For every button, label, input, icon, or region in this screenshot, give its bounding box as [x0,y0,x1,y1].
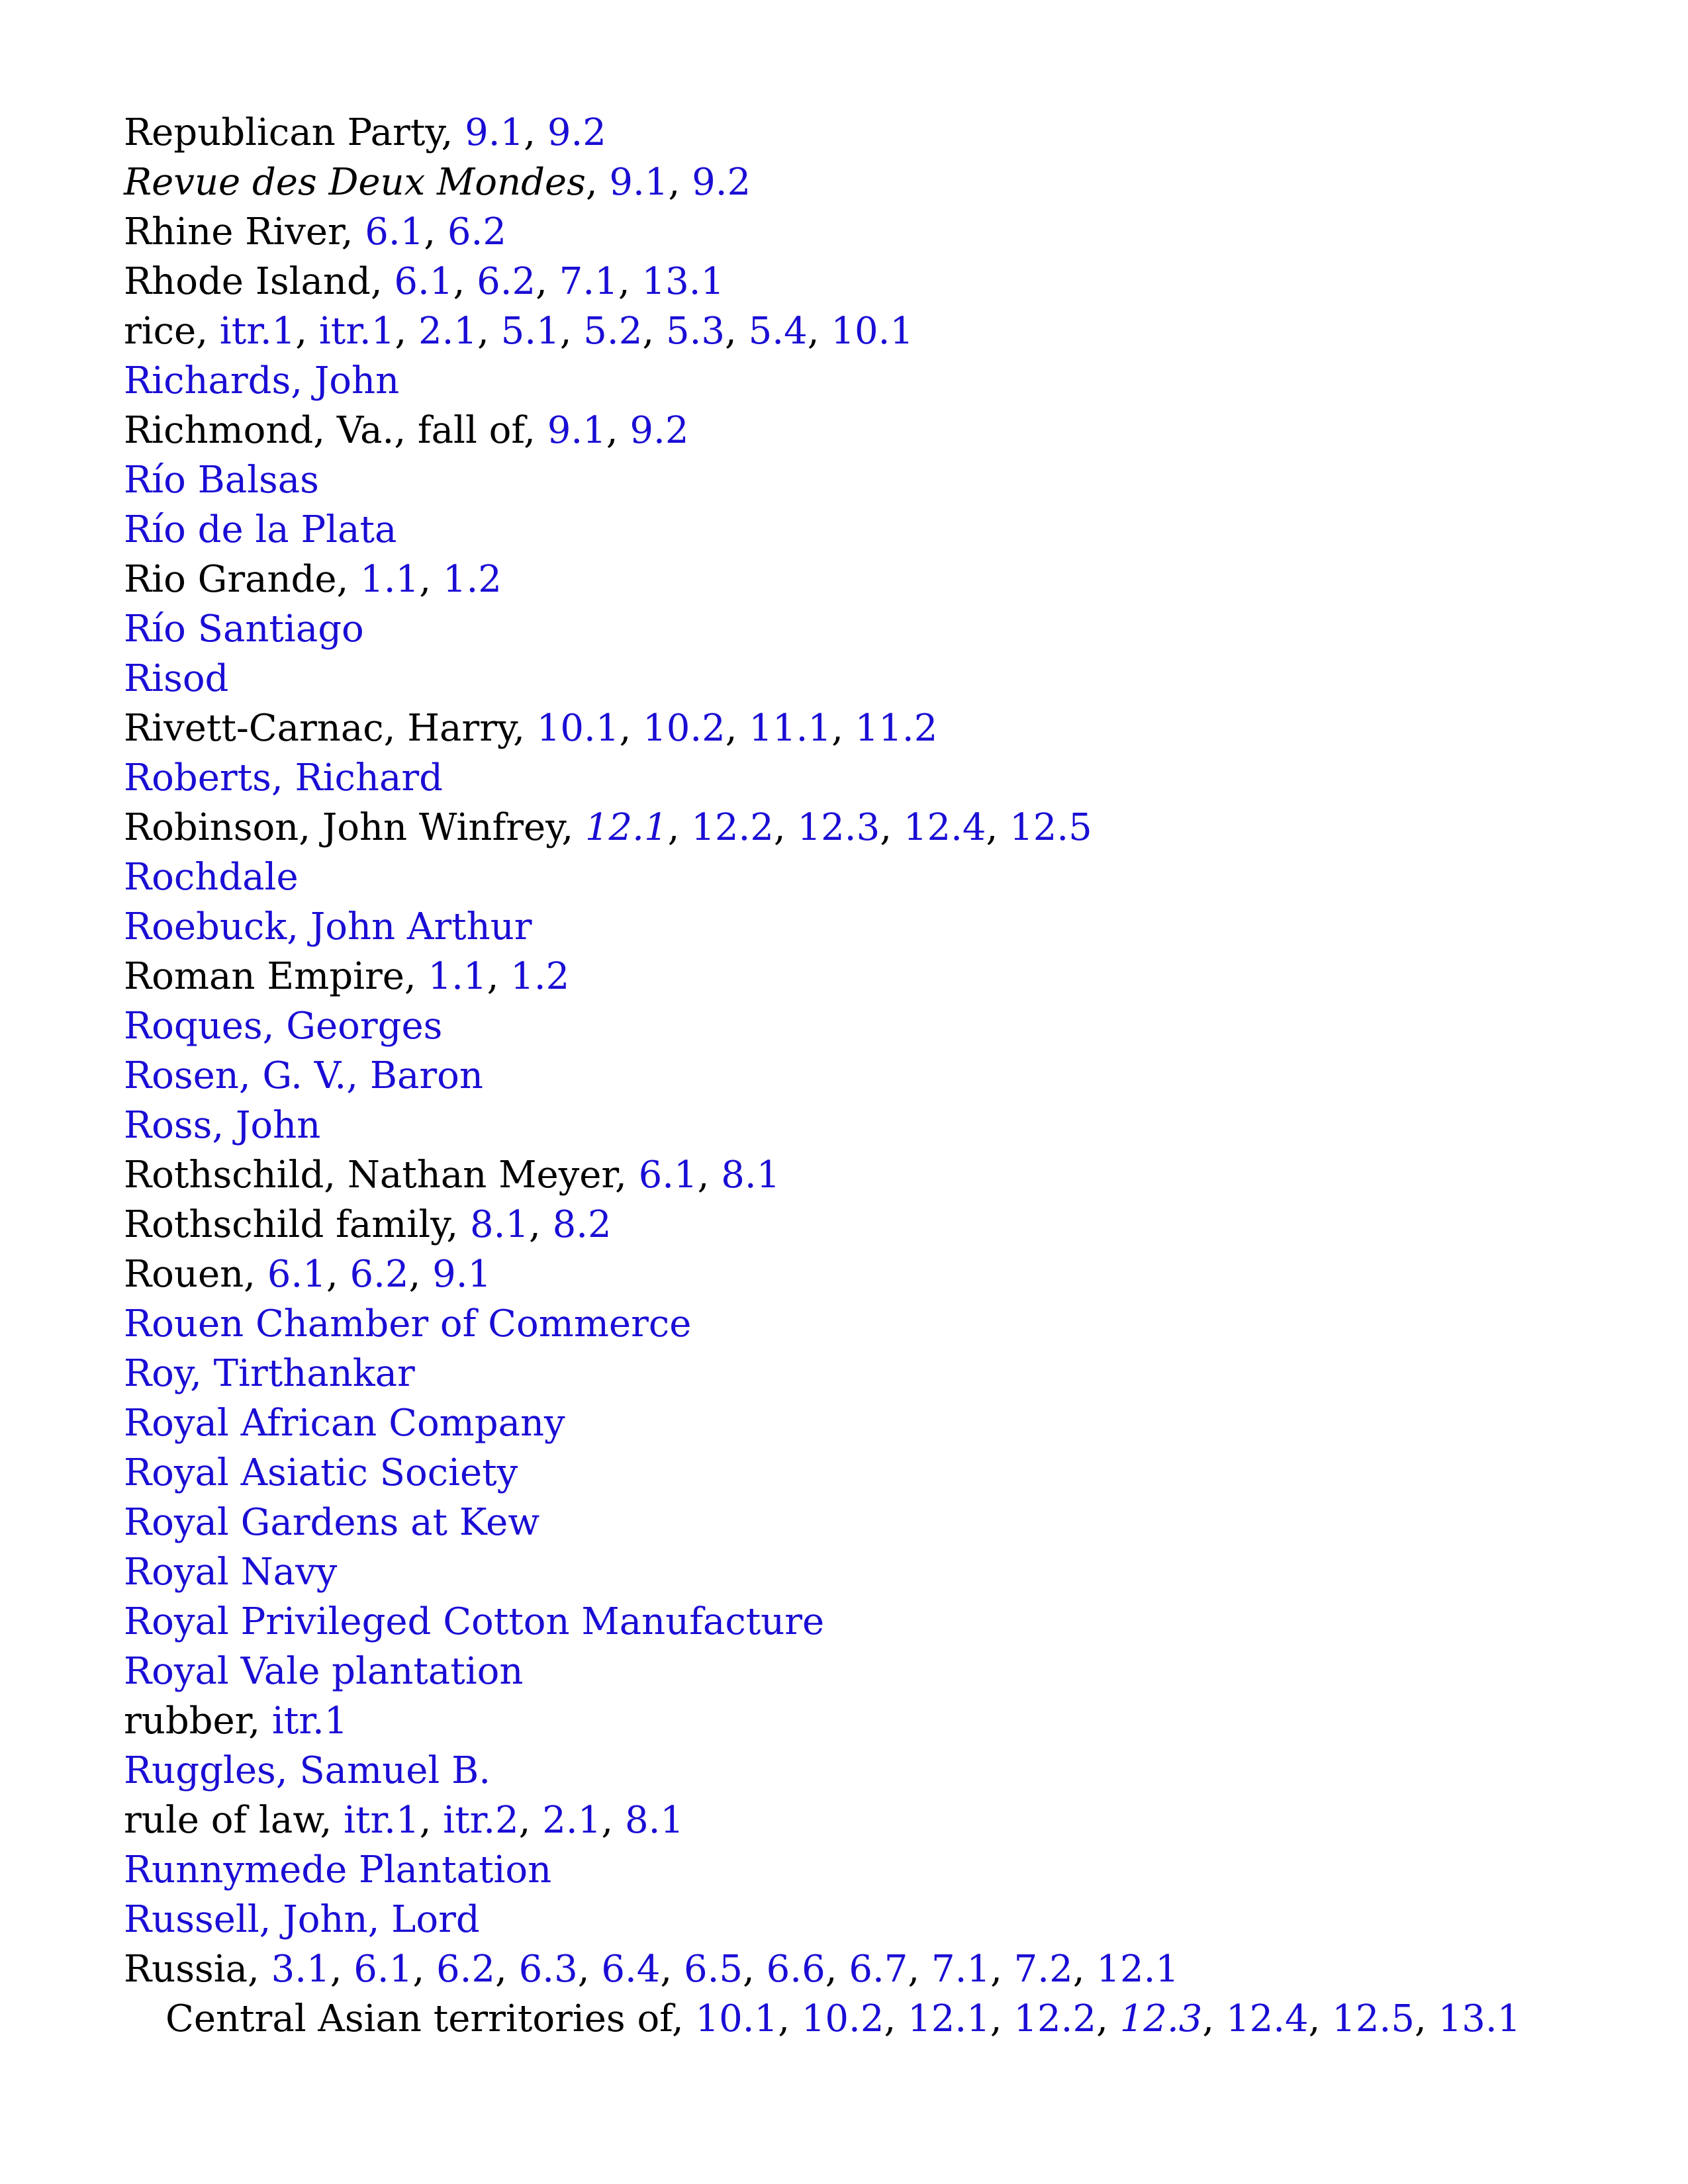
page-ref-link[interactable]: 12.4 [903,806,986,849]
separator: , [395,310,418,353]
index-entry [124,505,1613,555]
entry-link[interactable]: Richards, John [124,359,400,402]
separator: , [196,310,220,353]
separator: , [326,1253,350,1296]
separator: , [453,260,477,303]
page-ref-link[interactable]: 10.1 [536,707,620,750]
separator: , [1096,1997,1120,2040]
entry-link[interactable]: Roques, Georges [124,1005,443,1048]
page-ref-link[interactable]: 3.1 [271,1948,330,1991]
index-entry [124,1051,1613,1101]
index-entry [124,1597,1613,1647]
entry-link[interactable]: Royal Asiatic Society [124,1451,518,1494]
index-entry [124,1498,1613,1547]
page-ref-link[interactable]: 6.2 [447,210,506,253]
separator: , [1202,1997,1226,2040]
index-entry [124,704,1613,753]
index-subentry [124,1994,1613,2044]
index-entry [124,257,1613,306]
separator: , [778,1997,802,2040]
page-ref-link[interactable]: 11.2 [855,707,938,750]
separator: , [773,806,798,849]
separator: , [561,806,585,849]
separator: , [536,260,559,303]
index-entry [124,952,1613,1001]
entry-link[interactable]: Royal Privileged Cotton Manufacture [124,1600,825,1643]
separator: , [477,310,501,353]
page-ref-link[interactable]: 1.1 [428,955,487,998]
separator: , [248,1700,272,1743]
separator: , [990,1997,1014,2040]
page-ref-link[interactable]: 7.1 [931,1948,991,1991]
separator: , [408,1253,433,1296]
entry-link[interactable]: Ruggles, Samuel B. [124,1749,491,1792]
page-ref-link[interactable]: itr.2 [443,1799,519,1842]
separator: , [725,707,749,750]
entry-term: rule of law [124,1799,320,1842]
page-ref-link[interactable]: 9.1 [465,111,524,154]
entry-link[interactable]: Russell, John, Lord [124,1898,480,1941]
separator: , [990,1948,1014,1991]
index-entry [124,455,1613,505]
page-ref-link[interactable]: 12.1 [908,1997,990,2040]
entry-term: Rouen [124,1253,244,1296]
separator: , [668,161,692,204]
separator: , [341,210,365,253]
index-entry [124,654,1613,704]
page-ref-link[interactable]: 10.1 [695,1997,778,2040]
page-ref-link[interactable]: 5.4 [748,310,808,353]
separator: , [642,310,666,353]
index-entry [124,356,1613,406]
separator: , [577,1948,602,1991]
separator: , [618,260,642,303]
page-ref-link[interactable]: 6.6 [766,1948,825,1991]
entry-term: Rivett-Carnac, Harry [124,707,514,750]
separator: , [370,260,395,303]
entry-term: Central Asian territories of [165,1997,672,2040]
separator: , [986,806,1010,849]
page-ref-link[interactable]: 5.3 [665,310,726,353]
entry-link[interactable]: Río Balsas [124,459,319,502]
separator: , [614,1154,639,1197]
page-ref-link[interactable]: 11.1 [749,707,832,750]
page-ref-link[interactable]: 12.3 [797,806,880,849]
separator: , [619,707,643,750]
entry-term: Rothschild, Nathan Meyer [124,1154,615,1197]
separator: , [697,1154,722,1197]
page-ref-link[interactable]: 8.1 [721,1154,780,1197]
index-list [124,108,1613,2044]
page-ref-link[interactable]: 7.2 [1013,1948,1073,1991]
index-entry [124,1448,1613,1498]
page-ref-link[interactable]: 12.1 [585,806,668,849]
page-ref-link[interactable]: 6.4 [601,1948,661,1991]
entry-link[interactable]: Runnymede Plantation [124,1848,552,1891]
index-entry [124,306,1613,356]
entry-link[interactable]: Royal Gardens at Kew [124,1501,540,1544]
entry-term: Rhine River [124,210,342,253]
page-ref-link[interactable]: 12.3 [1119,1997,1203,2040]
index-entry [124,1696,1613,1746]
index-entry [124,1250,1613,1299]
page-ref-link[interactable]: 12.1 [1096,1948,1180,1991]
page-ref-link[interactable]: 12.2 [691,806,774,849]
page-ref-link[interactable]: 6.2 [350,1253,409,1296]
page-ref-link[interactable]: itr.1 [318,310,395,353]
index-entry [124,1398,1613,1448]
index-entry [124,604,1613,654]
separator: , [1308,1997,1333,2040]
page-ref-link[interactable]: itr.1 [344,1799,420,1842]
page-ref-link[interactable]: 9.2 [630,409,689,452]
separator: , [585,161,610,204]
index-entry [124,1299,1613,1349]
entry-term: Rhode Island [124,260,371,303]
page-ref-link[interactable]: 1.1 [360,558,420,601]
entry-term: Rio Grande [124,558,337,601]
page-ref-link[interactable]: 7.1 [559,260,618,303]
page-ref-link[interactable]: 9.1 [609,161,669,204]
entry-link[interactable]: Rouen Chamber of Commerce [124,1302,692,1345]
separator: , [336,558,361,601]
entry-term: Russia [124,1948,248,1991]
page-ref-link[interactable]: 5.1 [500,310,560,353]
separator: , [518,1799,543,1842]
separator: , [671,1997,696,2040]
separator: , [513,707,537,750]
page-ref-link[interactable]: 6.3 [518,1948,578,1991]
separator: , [743,1948,767,1991]
page-ref-link[interactable]: 8.1 [624,1799,684,1842]
separator: , [908,1948,931,1991]
page-ref-link[interactable]: 2.1 [542,1799,602,1842]
separator: , [831,707,855,750]
entry-term: rice [124,310,197,353]
entry-link[interactable]: Royal Vale plantation [124,1650,524,1693]
page-ref-link[interactable]: 6.1 [267,1253,326,1296]
index-entry [124,158,1613,207]
index-entry [124,902,1613,952]
entry-link[interactable]: Río de la Plata [124,508,397,551]
separator: , [807,310,831,353]
separator: , [660,1948,684,1991]
separator: , [446,1203,470,1246]
entry-link[interactable]: Ross, John [124,1104,321,1147]
index-entry [124,852,1613,902]
separator: , [320,1799,344,1842]
page-ref-link[interactable]: 13.1 [1438,1997,1521,2040]
page-ref-link[interactable]: itr.1 [271,1700,348,1743]
separator: , [419,1799,444,1842]
index-entry [124,1547,1613,1597]
index-entry [124,108,1613,158]
separator: , [441,111,465,154]
separator: , [559,310,584,353]
separator: , [244,1253,267,1296]
entry-term: rubber [124,1700,249,1743]
page-ref-link[interactable]: 8.2 [552,1203,612,1246]
separator: , [884,1997,908,2040]
entry-term: Richmond, Va., fall of [124,409,524,452]
index-entry [124,1349,1613,1398]
separator: , [295,310,319,353]
page-ref-link[interactable]: 9.1 [432,1253,492,1296]
separator: , [725,310,749,353]
index-entry [124,555,1613,604]
separator: , [1072,1948,1097,1991]
index-entry [124,406,1613,455]
separator: , [524,409,547,452]
page-ref-link[interactable]: 6.1 [394,260,453,303]
separator: , [524,111,547,154]
page-ref-link[interactable]: 5.2 [583,310,643,353]
page-ref-link[interactable]: 9.1 [547,409,606,452]
entry-link[interactable]: Royal African Company [124,1402,565,1445]
separator: , [880,806,904,849]
index-entry [124,1001,1613,1051]
page-ref-link[interactable]: 1.2 [510,955,570,998]
page-ref-link[interactable]: 6.1 [353,1948,413,1991]
index-entry [124,1647,1613,1696]
page-ref-link[interactable]: 1.2 [442,558,502,601]
page-ref-link[interactable]: 10.2 [643,707,726,750]
separator: , [487,955,511,998]
page-ref-link[interactable]: 9.2 [692,161,751,204]
separator: , [424,210,447,253]
separator: , [419,558,443,601]
entry-link[interactable]: Risod [124,657,229,700]
separator: , [248,1948,271,1991]
page-ref-link[interactable]: 12.2 [1013,1997,1097,2040]
page-ref-link[interactable]: 13.1 [641,260,725,303]
index-entry [124,1150,1613,1200]
page-ref-link[interactable]: 8.1 [469,1203,529,1246]
page-ref-link[interactable]: 2.1 [418,310,478,353]
entry-link[interactable]: Rochdale [124,856,299,899]
entry-link[interactable]: Roberts, Richard [124,756,443,799]
page-ref-link[interactable]: itr.1 [219,310,296,353]
index-entry [124,1796,1613,1845]
separator: , [601,1799,625,1842]
entry-term: Rothschild family [124,1203,447,1246]
entry-link[interactable]: Río Santiago [124,608,364,651]
separator: , [667,806,692,849]
separator: , [404,955,428,998]
separator: , [529,1203,553,1246]
page-ref-link[interactable]: 6.2 [477,260,536,303]
separator: , [606,409,630,452]
page-ref-link[interactable]: 12.4 [1225,1997,1309,2040]
entry-link[interactable]: Roebuck, John Arthur [124,905,532,948]
index-entry [124,803,1613,852]
index-entry [124,1895,1613,1944]
page-ref-link[interactable]: 6.5 [683,1948,743,1991]
page-ref-link[interactable]: 6.7 [849,1948,908,1991]
page-ref-link[interactable]: 10.1 [831,310,914,353]
page-ref-link[interactable]: 10.2 [801,1997,884,2040]
page-ref-link[interactable]: 6.1 [638,1154,698,1197]
index-entry [124,207,1613,257]
index-entry [124,1101,1613,1150]
index-entry [124,753,1613,803]
entry-term: Republican Party [124,111,442,154]
page-ref-link[interactable]: 6.2 [436,1948,496,1991]
separator: , [1414,1997,1438,2040]
separator: , [495,1948,519,1991]
separator: , [825,1948,849,1991]
page-ref-link[interactable]: 12.5 [1332,1997,1415,2040]
index-entry [124,1944,1613,1994]
entry-link[interactable]: Royal Navy [124,1551,338,1594]
entry-term: Revue des Deux Mondes [124,161,586,204]
separator: , [330,1948,354,1991]
page-ref-link[interactable]: 9.2 [547,111,606,154]
page-ref-link[interactable]: 6.1 [365,210,424,253]
entry-link[interactable]: Roy, Tirthankar [124,1352,415,1395]
index-entry [124,1746,1613,1796]
entry-link[interactable]: Rosen, G. V., Baron [124,1054,483,1097]
entry-term: Robinson, John Winfrey [124,806,562,849]
index-entry [124,1845,1613,1895]
page-ref-link[interactable]: 12.5 [1009,806,1092,849]
entry-term: Roman Empire [124,955,404,998]
separator: , [412,1948,436,1991]
index-entry [124,1200,1613,1250]
